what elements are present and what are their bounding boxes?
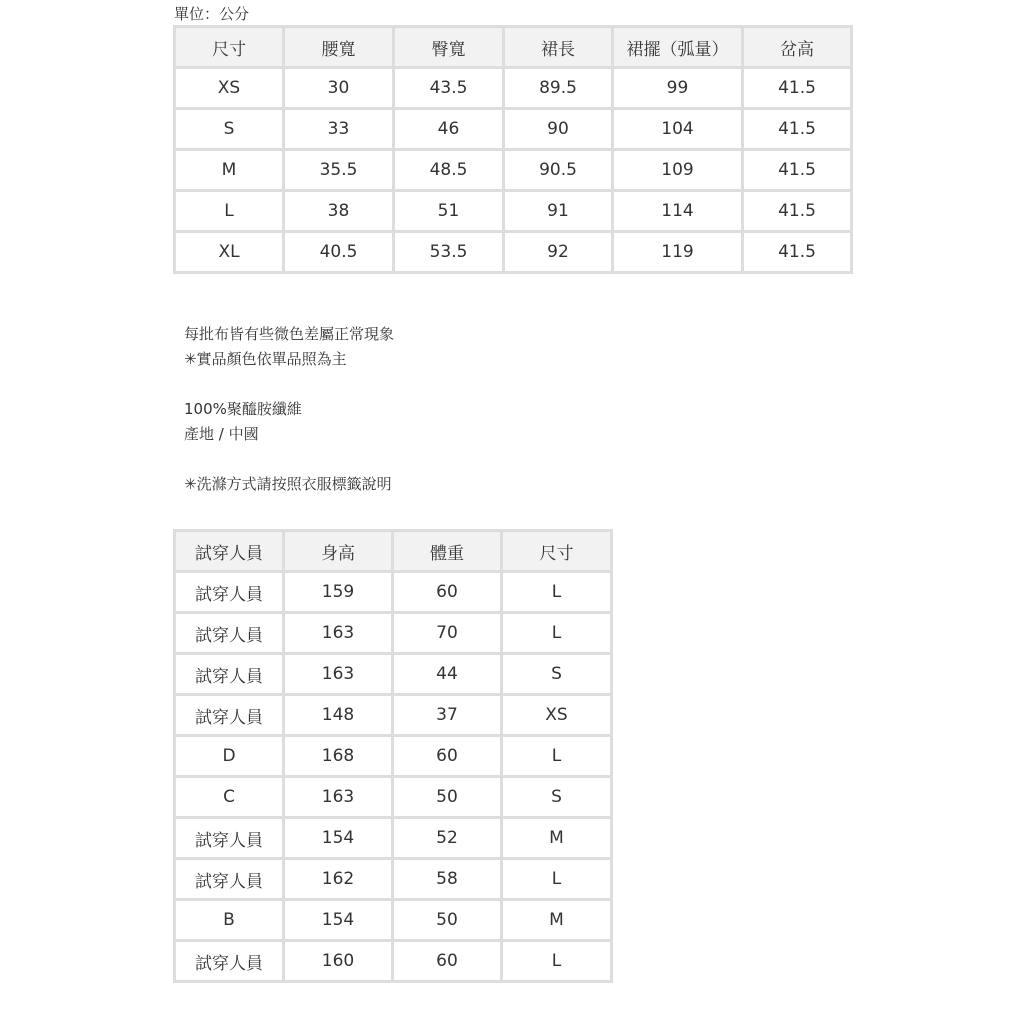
table-cell: 試穿人員 (175, 859, 284, 900)
size-table-header: 腰寬 (284, 27, 394, 68)
table-cell: XS (175, 68, 284, 109)
table-cell: 92 (504, 232, 613, 273)
table-cell: 154 (284, 818, 393, 859)
size-table-header: 尺寸 (175, 27, 284, 68)
table-cell: M (502, 900, 612, 941)
table-cell: 48.5 (394, 150, 504, 191)
table-cell: XS (502, 695, 612, 736)
table-row (175, 109, 852, 150)
note-washing: ✳洗滌方式請按照衣服標籤說明 (184, 475, 392, 493)
table-cell: 60 (393, 941, 502, 982)
table-cell: 70 (393, 613, 502, 654)
size-table-header-row (175, 27, 852, 68)
table-cell: 148 (284, 695, 393, 736)
model-table-header: 身高 (284, 531, 393, 572)
table-cell: 89.5 (504, 68, 613, 109)
size-chart-table (173, 25, 853, 274)
note-color-variance: 每批布皆有些微色差屬正常現象 (184, 325, 395, 343)
table-row (175, 900, 612, 941)
table-cell: 50 (393, 777, 502, 818)
table-cell: B (175, 900, 284, 941)
table-cell: 162 (284, 859, 393, 900)
table-row (175, 613, 612, 654)
table-cell: S (175, 109, 284, 150)
table-cell: 51 (394, 191, 504, 232)
table-row (175, 736, 612, 777)
note-color-reference: ✳實品顏色依單品照為主 (184, 350, 347, 368)
size-table-header: 臀寬 (394, 27, 504, 68)
table-cell: 119 (613, 232, 743, 273)
table-cell: 試穿人員 (175, 613, 284, 654)
table-cell: 30 (284, 68, 394, 109)
table-cell: D (175, 736, 284, 777)
table-cell: 試穿人員 (175, 941, 284, 982)
table-cell: S (502, 654, 612, 695)
table-cell: M (175, 150, 284, 191)
table-cell: L (502, 572, 612, 613)
table-cell: L (502, 859, 612, 900)
table-cell: 154 (284, 900, 393, 941)
table-cell: 試穿人員 (175, 818, 284, 859)
table-cell: 90 (504, 109, 613, 150)
table-cell: 104 (613, 109, 743, 150)
table-cell: 90.5 (504, 150, 613, 191)
table-cell: 44 (393, 654, 502, 695)
model-table-header: 尺寸 (502, 531, 612, 572)
table-cell: 60 (393, 572, 502, 613)
table-row (175, 818, 612, 859)
table-row (175, 232, 852, 273)
table-cell: 50 (393, 900, 502, 941)
unit-label: 單位：公分 (174, 5, 250, 23)
table-row (175, 695, 612, 736)
table-row (175, 654, 612, 695)
table-cell: L (175, 191, 284, 232)
table-row (175, 777, 612, 818)
table-cell: 159 (284, 572, 393, 613)
table-cell: 33 (284, 109, 394, 150)
table-cell: 43.5 (394, 68, 504, 109)
table-cell: 168 (284, 736, 393, 777)
table-row (175, 941, 612, 982)
table-cell: 試穿人員 (175, 695, 284, 736)
table-cell: L (502, 736, 612, 777)
table-cell: 40.5 (284, 232, 394, 273)
table-cell: L (502, 941, 612, 982)
table-cell: 99 (613, 68, 743, 109)
table-cell: 109 (613, 150, 743, 191)
table-cell: 52 (393, 818, 502, 859)
table-cell: 試穿人員 (175, 654, 284, 695)
model-table-header-row (175, 531, 612, 572)
note-origin: 產地 / 中國 (184, 425, 259, 443)
table-cell: 試穿人員 (175, 572, 284, 613)
table-cell: C (175, 777, 284, 818)
table-cell: 41.5 (743, 232, 852, 273)
table-cell: 114 (613, 191, 743, 232)
table-cell: XL (175, 232, 284, 273)
table-row (175, 150, 852, 191)
table-cell: 41.5 (743, 191, 852, 232)
table-row (175, 68, 852, 109)
table-cell: 60 (393, 736, 502, 777)
table-cell: 38 (284, 191, 394, 232)
fitting-model-table (173, 529, 613, 983)
model-table-header: 試穿人員 (175, 531, 284, 572)
table-cell: 41.5 (743, 68, 852, 109)
table-row (175, 572, 612, 613)
model-table-header: 體重 (393, 531, 502, 572)
table-row (175, 191, 852, 232)
table-row (175, 859, 612, 900)
table-cell: 160 (284, 941, 393, 982)
size-table-header: 裙擺（弧量） (613, 27, 743, 68)
table-cell: 163 (284, 777, 393, 818)
size-table-header: 裙長 (504, 27, 613, 68)
note-material: 100%聚醯胺纖維 (184, 400, 302, 418)
product-notes (184, 322, 394, 497)
table-cell: 58 (393, 859, 502, 900)
table-cell: 53.5 (394, 232, 504, 273)
table-cell: 37 (393, 695, 502, 736)
table-cell: M (502, 818, 612, 859)
table-cell: 46 (394, 109, 504, 150)
table-cell: 163 (284, 613, 393, 654)
table-cell: 41.5 (743, 109, 852, 150)
table-cell: L (502, 613, 612, 654)
table-cell: 35.5 (284, 150, 394, 191)
table-cell: 91 (504, 191, 613, 232)
size-table-header: 岔高 (743, 27, 852, 68)
table-cell: 41.5 (743, 150, 852, 191)
table-cell: S (502, 777, 612, 818)
table-cell: 163 (284, 654, 393, 695)
